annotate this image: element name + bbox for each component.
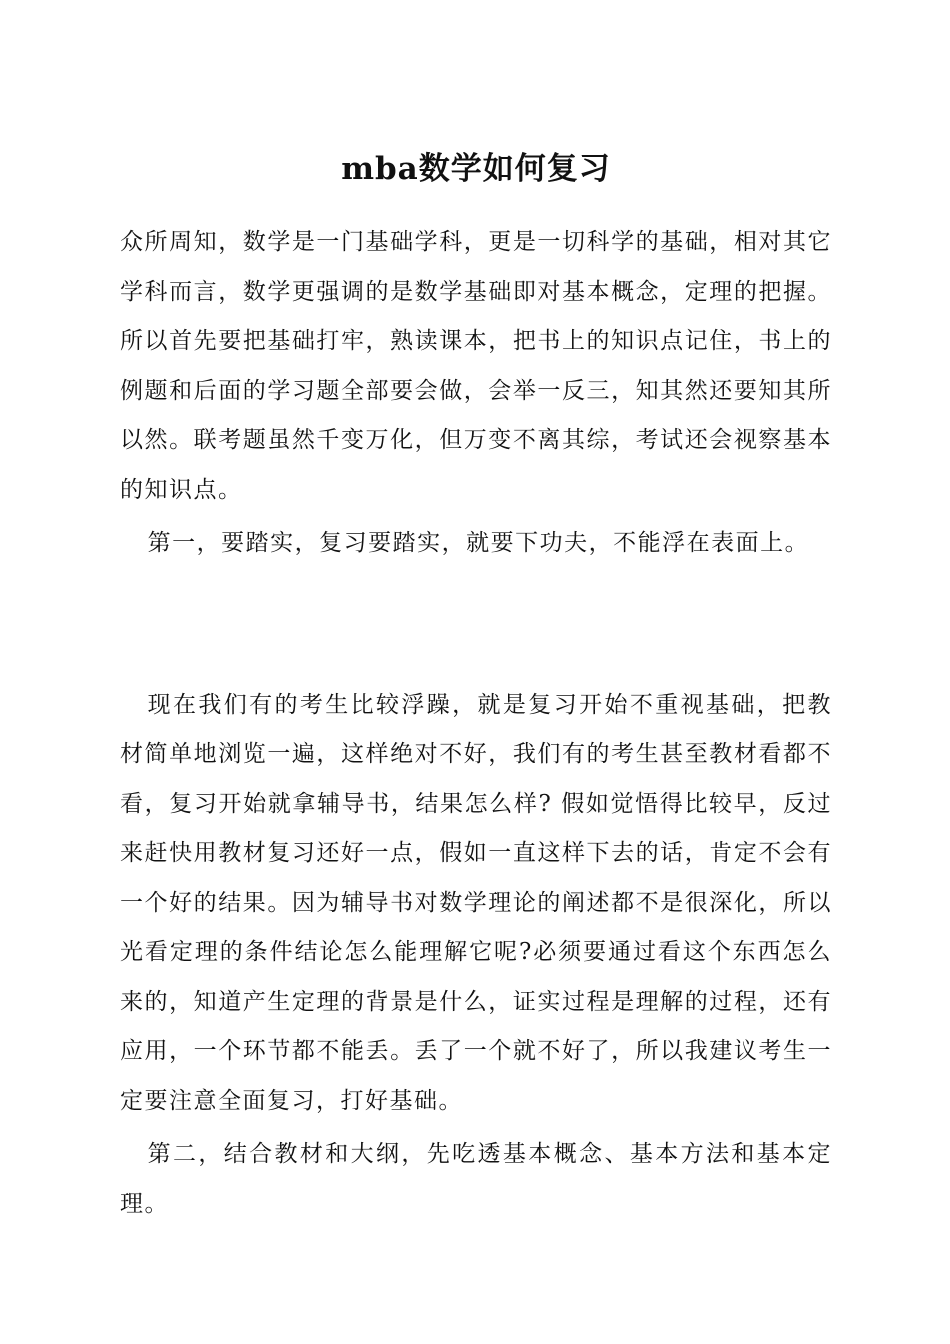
paragraph-intro: 众所周知，数学是一门基础学科，更是一切科学的基础，相对其它学科而言，数学更强调的是数学基础即对基本概念，定理的把握。所以首先要把基础打牢，熟读课本，把书上的知识点记住，书上的例题和后面的学习题全部要会做，会举一反三，知其然还要知其所以然。联考题虽然千变万化，但万变不离其综，考试还会视察基本的知识点。 bbox=[120, 229, 832, 503]
document-title: mba数学如何复习 bbox=[341, 151, 611, 187]
paragraph-point-one: 第一，要踏实，复习要踏实，就要下功夫，不能浮在表面上。 bbox=[147, 530, 810, 556]
paragraph-current-situation: 现在我们有的考生比较浮躁，就是复习开始不重视基础，把教材简单地浏览一遍，这样绝对不好，我们有的考生甚至教材看都不看，复习开始就拿辅导书，结果怎么样? 假如觉悟得比较早，反过来赶快用教材复习还好一点，假如一直这样下去的话，肯定不会有一个好的结果。因为辅导书对数学理论的阐述都不是很深化，所以光看定理的条件结论怎么能理解它呢?必须要通过看这个东西怎么来的，知道产生定理的背景是什么，证实过程是理解的过程，还有应用，一个环节都不能丢。丢了一个就不好了，所以我建议考生一定要注意全面复习，打好基础。 bbox=[120, 691, 832, 1114]
paragraph-point-two: 第二，结合教材和大纲，先吃透基本概念、基本方法和基本定理。 bbox=[120, 1141, 832, 1217]
